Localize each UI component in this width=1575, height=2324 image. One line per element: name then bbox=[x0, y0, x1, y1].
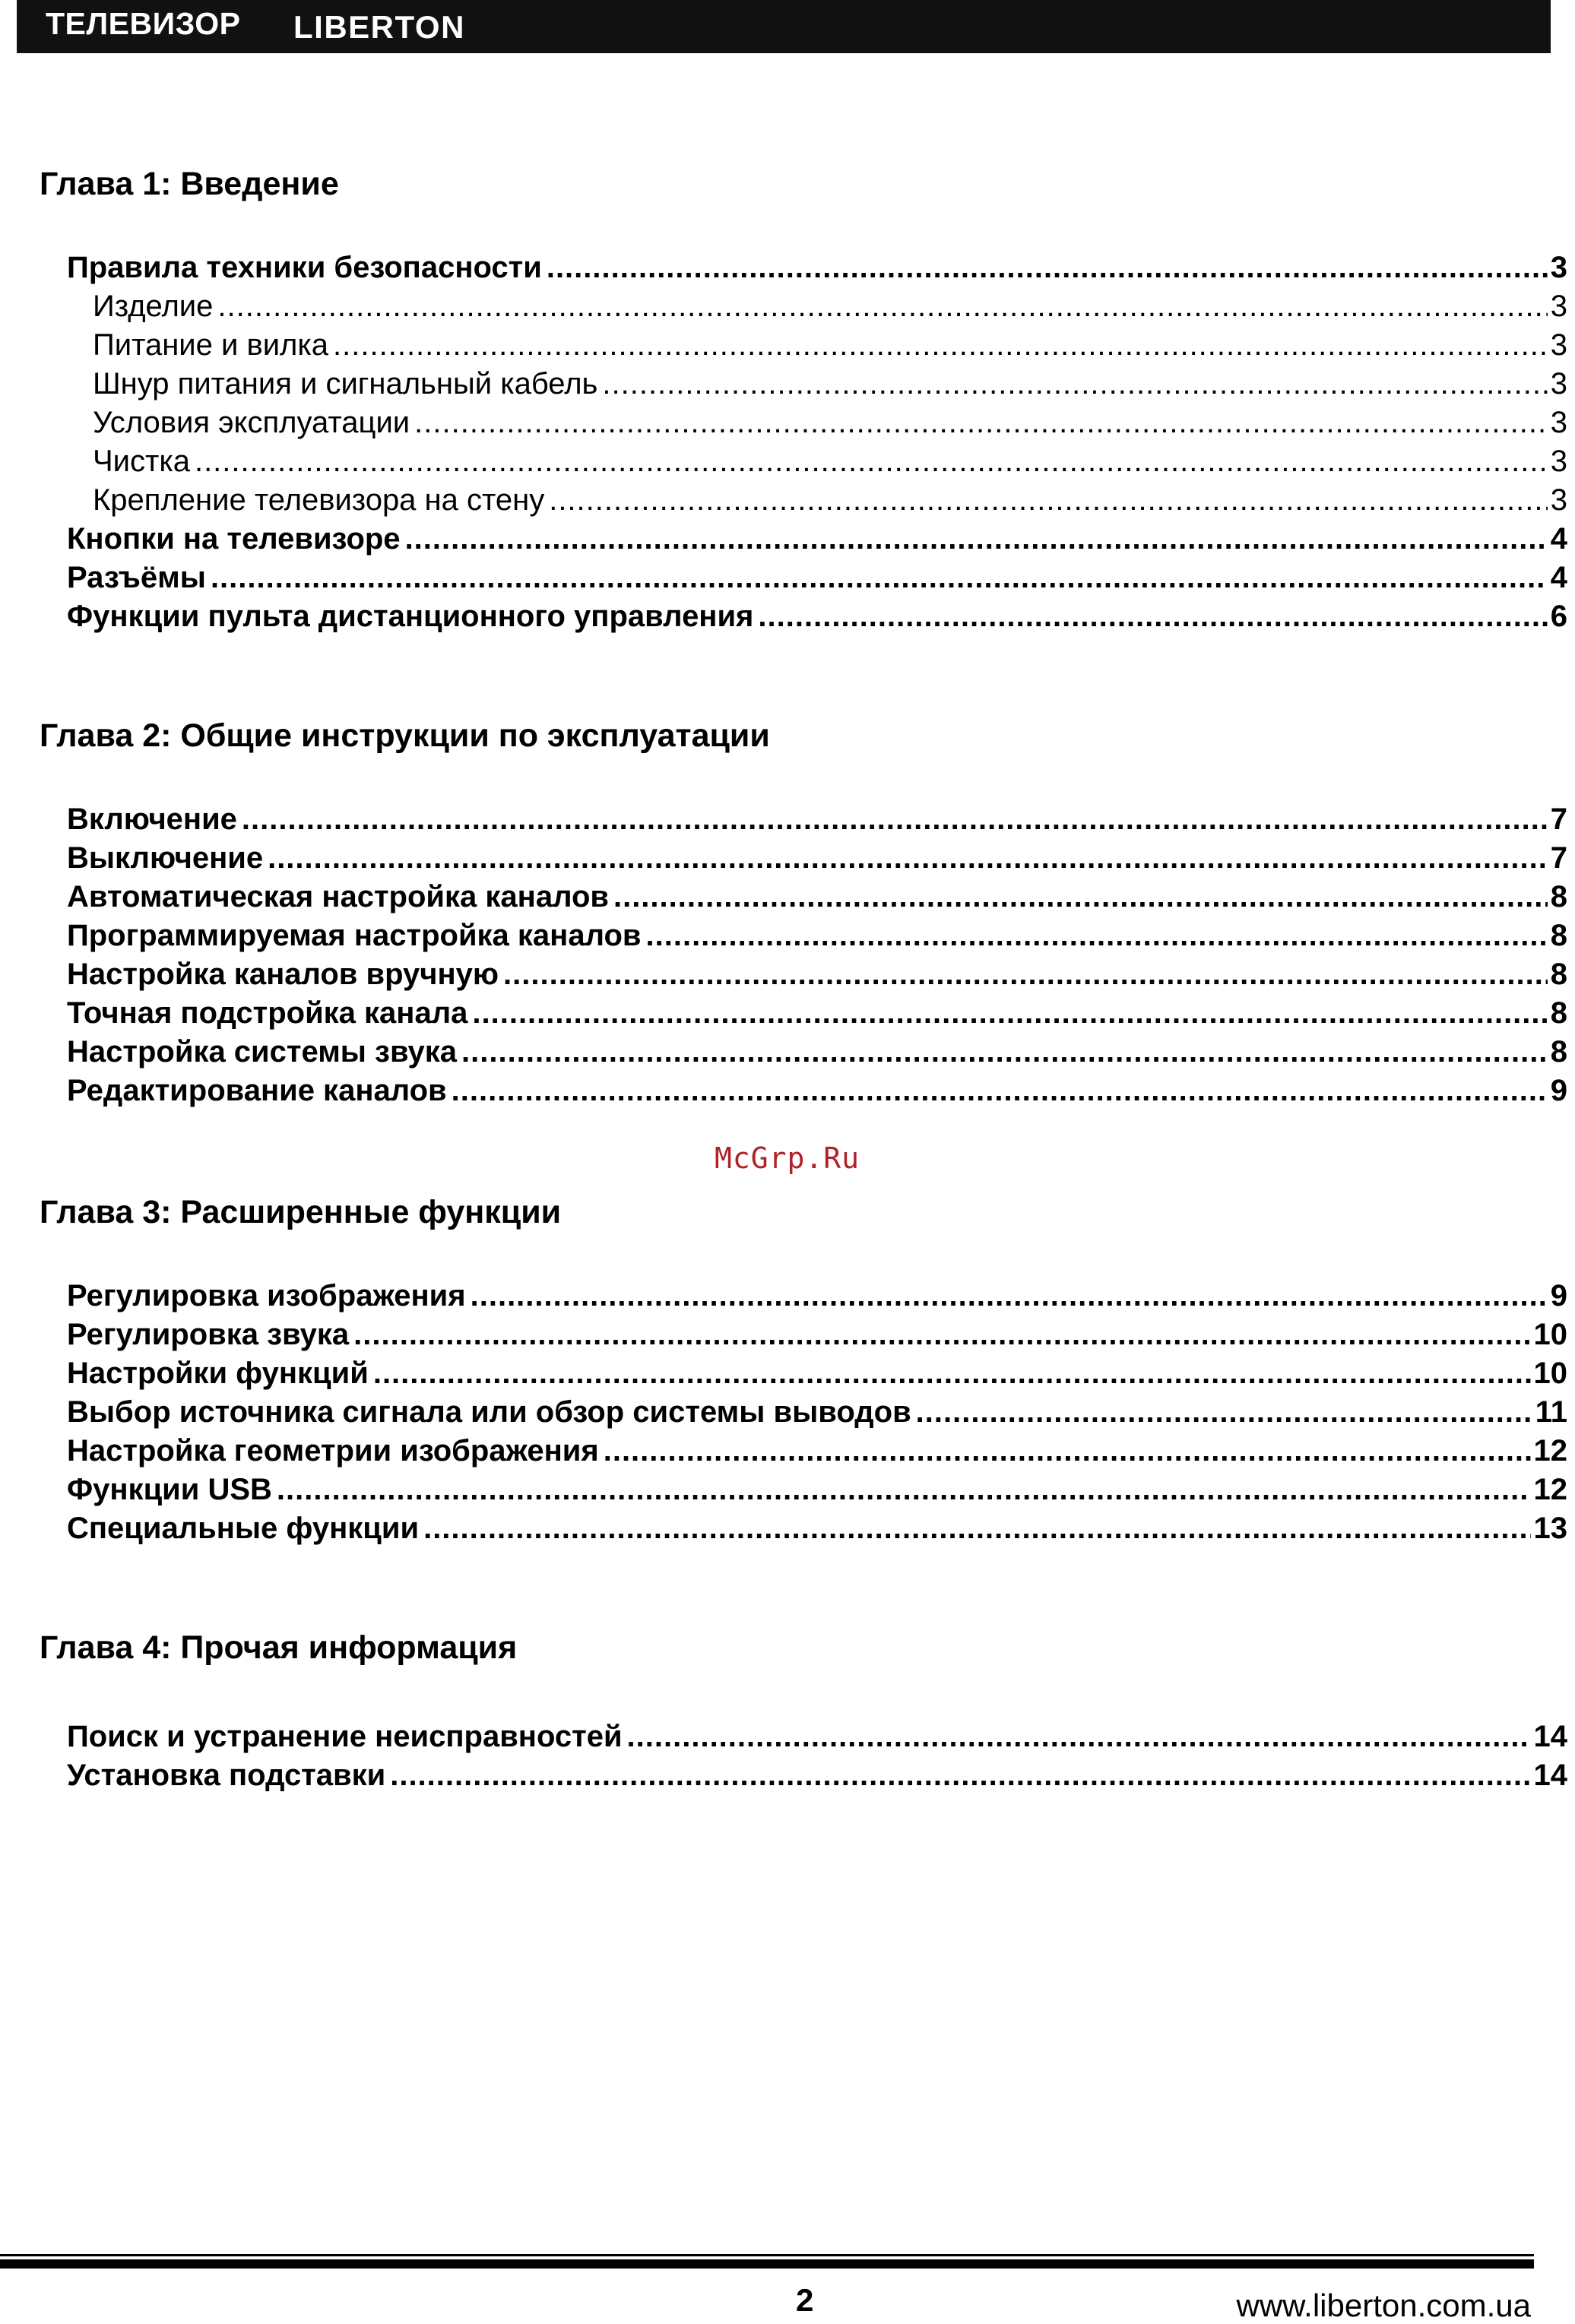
dot-leader bbox=[414, 403, 1548, 442]
toc-entry[interactable] bbox=[67, 1392, 1567, 1432]
dot-leader bbox=[547, 248, 1548, 287]
toc-subentry[interactable] bbox=[93, 480, 1567, 520]
dot-leader bbox=[646, 916, 1548, 955]
toc-entry-page: 7 bbox=[1550, 803, 1567, 836]
dot-leader bbox=[604, 1431, 1531, 1471]
toc-entry-title: Шнур питания и сигнальный кабель bbox=[93, 367, 598, 401]
toc-subentry[interactable] bbox=[93, 403, 1567, 442]
toc-entry-title: Настройка геометрии изображения bbox=[67, 1434, 599, 1468]
toc-entry[interactable] bbox=[67, 1470, 1567, 1509]
toc-entry-title: Программируемая настройка каналов bbox=[67, 919, 642, 952]
toc-entry[interactable] bbox=[67, 1717, 1567, 1756]
toc-entry-page: 4 bbox=[1550, 522, 1567, 556]
header-title: ТЕЛЕВИЗОР bbox=[46, 6, 241, 41]
toc-entry-page: 9 bbox=[1550, 1074, 1567, 1107]
footer-url[interactable]: www.liberton.com.ua bbox=[1236, 2288, 1531, 2323]
chapter-3-title: Глава 3: Расширенные функции bbox=[40, 1194, 562, 1230]
toc-entry-title: Выключение bbox=[67, 841, 264, 875]
toc-entry-page: 10 bbox=[1533, 1357, 1567, 1390]
toc-entry-page: 3 bbox=[1550, 406, 1567, 439]
toc-entry[interactable] bbox=[67, 838, 1567, 878]
toc-subentry[interactable] bbox=[93, 325, 1567, 365]
toc-subentry[interactable] bbox=[93, 364, 1567, 404]
toc-entry-page: 12 bbox=[1533, 1434, 1567, 1468]
dot-leader bbox=[390, 1756, 1530, 1795]
dot-leader bbox=[373, 1354, 1531, 1393]
toc-entry-title: Настройка каналов вручную bbox=[67, 958, 499, 991]
toc-entry-title: Разъёмы bbox=[67, 561, 206, 594]
toc-entry-page: 3 bbox=[1550, 328, 1567, 362]
toc-entry-page: 10 bbox=[1533, 1318, 1567, 1351]
toc-entry-page: 7 bbox=[1550, 841, 1567, 875]
toc-entry[interactable] bbox=[67, 1431, 1567, 1471]
watermark: McGrp.Ru bbox=[715, 1141, 860, 1175]
dot-leader bbox=[405, 519, 1548, 559]
toc-entry-title: Функции USB bbox=[67, 1473, 272, 1506]
header-bar bbox=[17, 0, 1551, 53]
toc-entry-page: 6 bbox=[1550, 600, 1567, 633]
header-brand: LIBERTON bbox=[293, 9, 465, 45]
toc-entry-title: Регулировка изображения bbox=[67, 1279, 466, 1312]
toc-entry-title: Выбор источника сигнала или обзор системы выводов bbox=[67, 1395, 911, 1429]
toc-entry-title: Установка подставки bbox=[67, 1759, 386, 1792]
toc-entry-page: 14 bbox=[1533, 1720, 1567, 1753]
dot-leader bbox=[353, 1315, 1530, 1354]
toc-entry-page: 3 bbox=[1550, 251, 1567, 284]
dot-leader bbox=[268, 838, 1548, 878]
dot-leader bbox=[627, 1717, 1531, 1756]
toc-entry-title: Питание и вилка bbox=[93, 328, 329, 362]
dot-leader bbox=[333, 325, 1548, 365]
dot-leader bbox=[758, 597, 1547, 636]
dot-leader bbox=[452, 1071, 1548, 1110]
toc-entry[interactable] bbox=[67, 1071, 1567, 1110]
toc-entry-title: Настройка системы звука bbox=[67, 1035, 458, 1069]
toc-entry-page: 8 bbox=[1550, 880, 1567, 913]
toc-entry-page: 3 bbox=[1550, 290, 1567, 323]
toc-entry-title: Точная подстройка канала bbox=[67, 996, 468, 1030]
toc-entry[interactable] bbox=[67, 597, 1567, 636]
toc-entry-page: 8 bbox=[1550, 1035, 1567, 1069]
chapter-1-title: Глава 1: Введение bbox=[40, 166, 339, 202]
dot-leader bbox=[277, 1470, 1531, 1509]
toc-entry-title: Крепление телевизора на стену bbox=[93, 483, 545, 517]
toc-entry[interactable] bbox=[67, 1354, 1567, 1393]
toc-entry[interactable] bbox=[67, 1276, 1567, 1316]
toc-entry-title: Включение bbox=[67, 803, 237, 836]
toc-entry-page: 14 bbox=[1533, 1759, 1567, 1792]
dot-leader bbox=[423, 1509, 1530, 1548]
toc-entry-page: 8 bbox=[1550, 958, 1567, 991]
toc-entry[interactable] bbox=[67, 1032, 1567, 1072]
toc-entry-title: Специальные функции bbox=[67, 1512, 420, 1545]
toc-entry-page: 3 bbox=[1550, 445, 1567, 478]
dot-leader bbox=[503, 955, 1548, 994]
toc-entry-title: Условия эксплуатации bbox=[93, 406, 410, 439]
toc-entry[interactable] bbox=[67, 1756, 1567, 1795]
dot-leader bbox=[472, 993, 1547, 1033]
toc-entry-title: Автоматическая настройка каналов bbox=[67, 880, 609, 913]
toc-entry[interactable] bbox=[67, 519, 1567, 559]
toc-entry-title: Регулировка звука bbox=[67, 1318, 350, 1351]
toc-entry-title: Редактирование каналов bbox=[67, 1074, 447, 1107]
toc-entry-page: 3 bbox=[1550, 483, 1567, 517]
toc-entry[interactable] bbox=[67, 558, 1567, 597]
footer-rule-thick bbox=[0, 2259, 1534, 2269]
chapter-2-title: Глава 2: Общие инструкции по эксплуатации bbox=[40, 717, 770, 754]
toc-entry-page: 11 bbox=[1535, 1395, 1567, 1429]
toc-entry-title: Функции пульта дистанционного управления bbox=[67, 600, 754, 633]
toc-entry-page: 4 bbox=[1550, 561, 1567, 594]
dot-leader bbox=[613, 877, 1548, 917]
toc-subentry[interactable] bbox=[93, 287, 1567, 326]
toc-entry-page: 8 bbox=[1550, 919, 1567, 952]
toc-entry[interactable] bbox=[67, 916, 1567, 955]
dot-leader bbox=[242, 799, 1548, 839]
dot-leader bbox=[195, 442, 1548, 481]
toc-entry-page: 13 bbox=[1533, 1512, 1567, 1545]
toc-entry-title: Кнопки на телевизоре bbox=[67, 522, 401, 556]
chapter-4-title: Глава 4: Прочая информация bbox=[40, 1629, 518, 1666]
toc-subentry[interactable] bbox=[93, 442, 1567, 481]
toc-entry[interactable] bbox=[67, 955, 1567, 994]
toc-entry-title: Правила техники безопасности bbox=[67, 251, 542, 284]
toc-entry-page: 12 bbox=[1533, 1473, 1567, 1506]
toc-entry[interactable] bbox=[67, 1509, 1567, 1548]
toc-entry[interactable] bbox=[67, 1315, 1567, 1354]
toc-entry-page: 3 bbox=[1550, 367, 1567, 401]
toc-entry-page: 8 bbox=[1550, 996, 1567, 1030]
dot-leader bbox=[211, 558, 1548, 597]
toc-entry[interactable] bbox=[67, 993, 1567, 1033]
footer-rule-thin bbox=[0, 2254, 1534, 2256]
dot-leader bbox=[461, 1032, 1548, 1072]
dot-leader bbox=[471, 1276, 1548, 1316]
dot-leader bbox=[549, 480, 1548, 520]
toc-entry-title: Чистка bbox=[93, 445, 190, 478]
toc-entry[interactable] bbox=[67, 799, 1567, 839]
toc-entry-title: Поиск и устранение неисправностей bbox=[67, 1720, 623, 1753]
toc-entry[interactable] bbox=[67, 248, 1567, 287]
toc-entry-page: 9 bbox=[1550, 1279, 1567, 1312]
toc-entry-title: Изделие bbox=[93, 290, 214, 323]
toc-entry-title: Настройки функций bbox=[67, 1357, 369, 1390]
dot-leader bbox=[602, 364, 1547, 404]
dot-leader bbox=[916, 1392, 1532, 1432]
page-number: 2 bbox=[796, 2282, 814, 2318]
toc-entry[interactable] bbox=[67, 877, 1567, 917]
dot-leader bbox=[217, 287, 1547, 326]
